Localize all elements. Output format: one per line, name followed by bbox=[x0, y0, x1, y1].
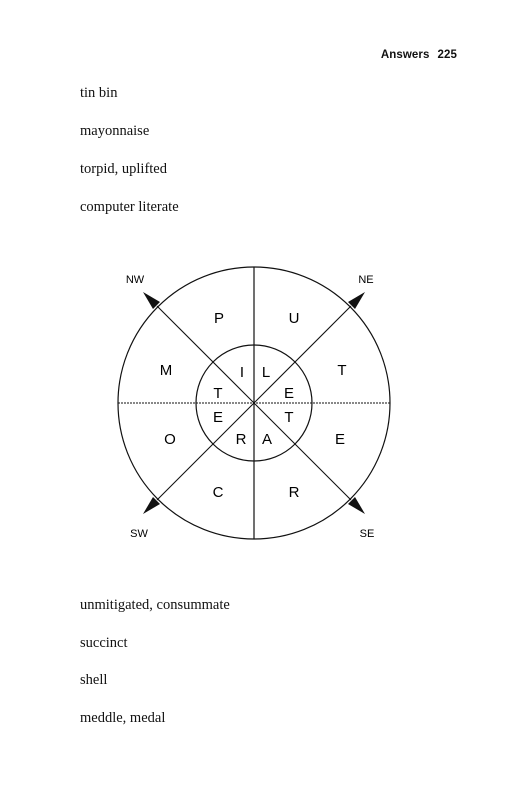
outer-letter: T bbox=[337, 362, 347, 379]
answer-item bbox=[0, 672, 300, 692]
answer-text: torpid, uplifted bbox=[80, 161, 167, 177]
outer-letter: C bbox=[212, 484, 224, 501]
outer-letter: E bbox=[334, 431, 346, 448]
outer-letter: U bbox=[288, 310, 300, 327]
answer-text: mayonnaise bbox=[80, 123, 150, 139]
outer-letter: O bbox=[164, 431, 176, 448]
inner-letter: E bbox=[212, 409, 224, 426]
outer-letter: P bbox=[213, 310, 225, 327]
compass-label-nw: NW bbox=[125, 274, 145, 286]
answer-item bbox=[0, 597, 300, 617]
inner-letter: E bbox=[283, 385, 295, 402]
inner-letter: I bbox=[239, 364, 245, 381]
page-number: 225 bbox=[437, 49, 457, 61]
answer-item bbox=[0, 635, 300, 655]
outer-letter: M bbox=[159, 362, 173, 379]
inner-letter: A bbox=[261, 431, 273, 448]
answer-text: shell bbox=[80, 672, 108, 688]
section-title: Answers bbox=[380, 49, 430, 61]
inner-letter: L bbox=[261, 364, 271, 381]
inner-letter: T bbox=[284, 409, 294, 426]
answer-text: tin bin bbox=[80, 85, 118, 101]
compass-label-ne: NE bbox=[358, 274, 374, 286]
answer-text: computer literate bbox=[80, 199, 179, 215]
answer-text: succinct bbox=[80, 635, 128, 651]
compass-label-se: SE bbox=[359, 528, 375, 540]
answer-text: unmitigated, consummate bbox=[80, 597, 230, 613]
compass-label-sw: SW bbox=[130, 528, 148, 540]
inner-letter: T bbox=[213, 385, 223, 402]
answer-item bbox=[0, 710, 300, 730]
answer-text: meddle, medal bbox=[80, 710, 166, 726]
inner-letter: R bbox=[235, 431, 247, 448]
outer-letter: R bbox=[288, 484, 300, 501]
